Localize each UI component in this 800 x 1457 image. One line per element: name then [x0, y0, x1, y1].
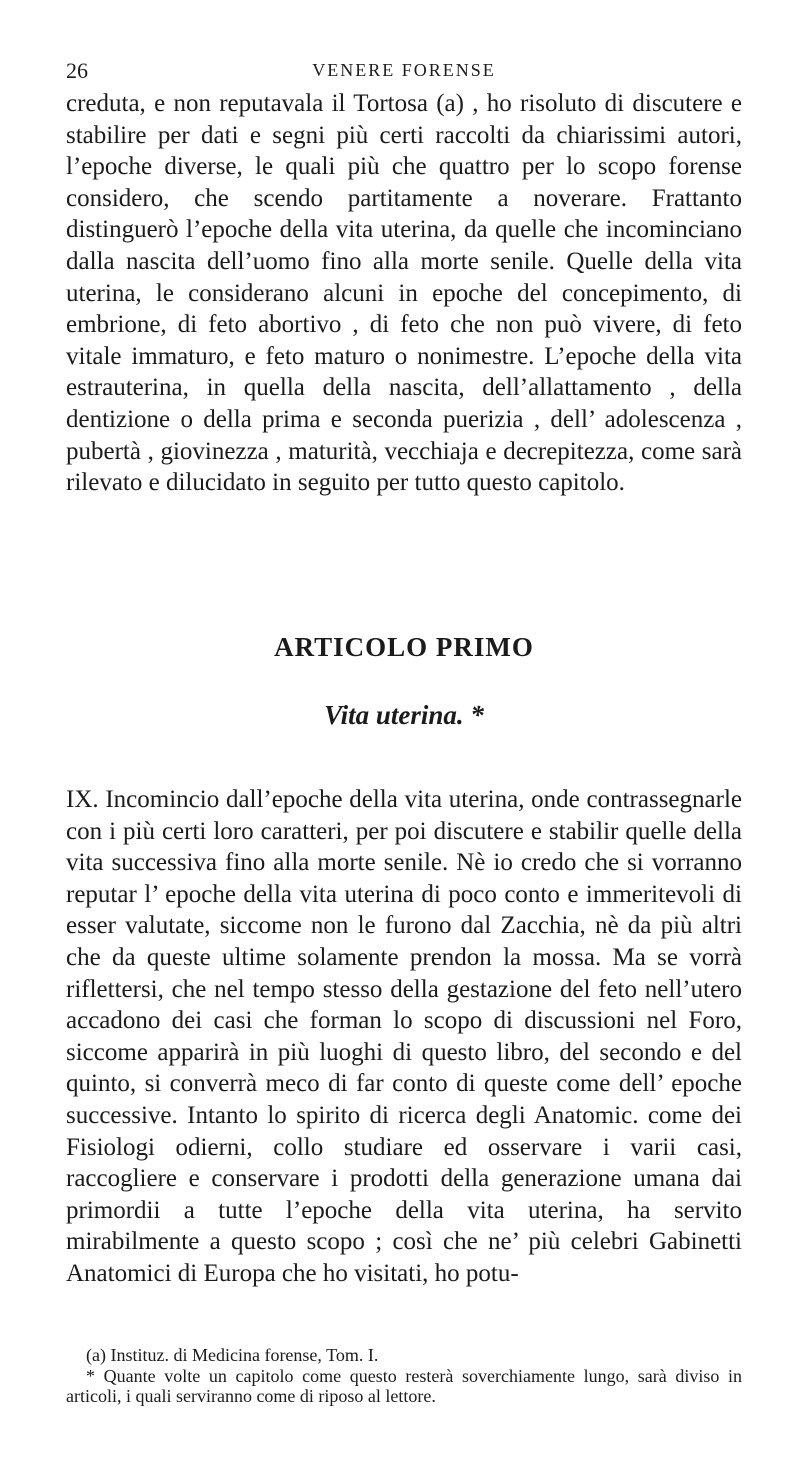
paragraph-continued: creduta, e non reputavala il Tortosa (a) , ho risoluto di discutere e stabilire per dati e segni più certi raccolti da chiarissimi autori, l’epoche diverse, le quali più che quattro per lo scopo forense considero, che scendo partitamente a noverare. Frattanto distinguerò l’epoche della vita uterina, da quelle che incominciano dalla nascita dell’uomo fino alla morte senile. Quelle della vita uterina, le considerano alcuni in epoche del concepimento, di embrione, di feto abortivo , di feto che non può vivere, di feto vitale immaturo, e feto maturo o nonimestre. L’epoche della vita estrauterina, in quella della nascita, dell’allattamento , della dentizione o della prima e seconda puerizia , dell’ adolescenza , pubertà , giovinezza , maturità, vecchiaja e decrepitezza, come sarà rilevato e dilucidato in seguito per tutto questo capitolo. — [66, 90, 742, 497]
paragraph-ix: IX. Incomincio dall’epoche della vita uterina, onde contrassegnarle con i più certi loro caratteri, per poi discutere e stabilir quelle della vita successiva fino alla morte senile. Nè io credo che si vorranno reputar l’ epoche della vita uterina di poco conto e immeritevoli di esser valutate, siccome non le furono dal Zacchia, nè da più altri che da queste ultime solamente prendon la mossa. Ma se vorrà riflettersi, che nel tempo stesso della gestazione del feto nell’utero accadono dei casi che forman lo scopo di discussioni nel Foro, siccome apparirà in più luoghi di questo libro, del secondo e del quinto, si converrà meco di far conto di queste come dell’ epoche successive. Intanto lo spirito di ricerca degli Anatomic. come dei Fisiologi odierni, collo studiare ed osservare i varii casi, raccogliere e conservare i prodotti della generazione umana dai primordii a tutte l’epoche della vita uterina, ha servito mirabilmente a questo scopo ; così che ne’ più celebri Gabinetti Anatomici di Europa che ho visitati, ho potu- — [66, 786, 742, 1287]
footnotes — [66, 1345, 742, 1407]
running-head — [66, 58, 742, 88]
section-title: Vita uterina. * — [324, 700, 484, 730]
footnote-star: * Quante volte un capitolo come questo resterà soverchiamente lungo, sarà diviso in articoli, i quali serviranno come di riposo al lettore. — [66, 1365, 742, 1406]
article-heading: ARTICOLO PRIMO — [274, 632, 534, 662]
running-title: VENERE FORENSE — [312, 60, 496, 80]
page-number: 26 — [66, 58, 88, 83]
footnote-a: (a) Instituz. di Medicina forense, Tom. I. — [86, 1345, 379, 1365]
